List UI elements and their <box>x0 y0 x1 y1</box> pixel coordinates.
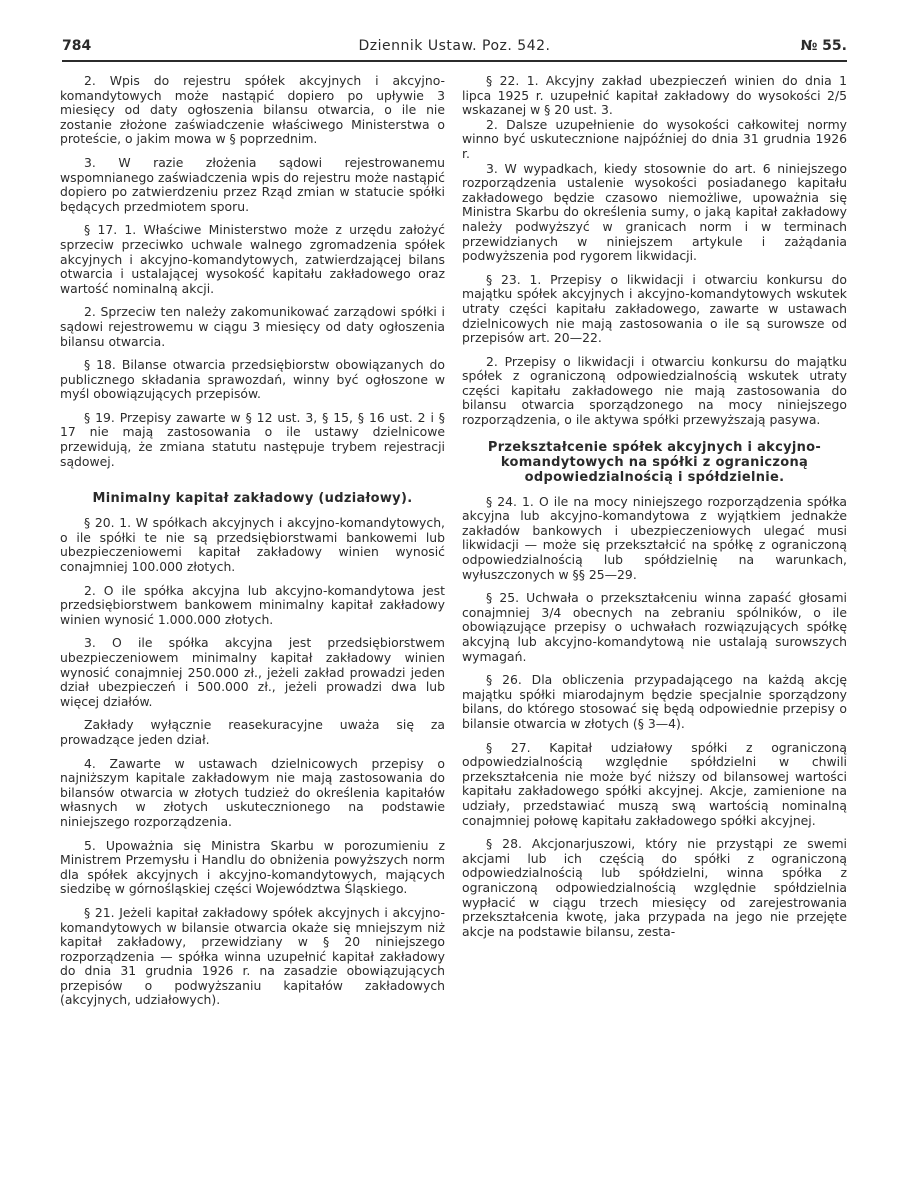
paragraph: § 26. Dla obliczenia przypadającego na każdą akcję majątku spółki miarodajnym będzie specjalnie sporządzony bilans, do którego stosować się będą odpowiednie przepisy o bilansie otwarcia w złotych (§ 3—4). <box>462 672 847 731</box>
paragraph: § 24. 1. O ile na mocy niniejszego rozporządzenia spółka akcyjna lub akcyjno-komandytowa z wyjątkiem jednakże zakładów bankowych i ubezpieczeniowych ulegać musi likwidacji — może się przekształcić na spółkę z ograniczoną odpowiedzialnością lub spółdzielnię na warunkach, wyłuszczonych w §§ 25—29. <box>462 493 847 582</box>
page-header <box>62 34 847 62</box>
paragraph: § 20. 1. W spółkach akcyjnych i akcyjno-komandytowych, o ile spółki te nie są przedsiębiorstwami bankowemi lub ubezpieczeniowemi kapitał zakładowy winien wynosić conajmniej 100.000 złotych. <box>60 515 445 575</box>
paragraph: § 27. Kapitał udziałowy spółki z ograniczoną odpowiedzialnością względnie spółdzielni w chwili przekształcenia nie może być niższy od bilansowej wartości kapitału zakładowego spółki akcyjnej. Akcje, zamienione na udziały, przedstawiać muszą swą wartością nominalną conajmniej połowę kapitału zakładowego spółki akcyjnej. <box>462 739 847 828</box>
paragraph: § 21. Jeżeli kapitał zakładowy spółek akcyjnych i akcyjno-komandytowych w bilansie otwarcia okaże się mniejszym niż kapitał zakładowy, przewidziany w § 20 niniejszego rozporządzenia — spółka winna uzupełnić kapitał zakładowy do dnia 31 grudnia 1926 r. na zasadzie obowiązujących przepisów o podwyższaniu kapitałów zakładowych (akcyjnych, udziałowych). <box>60 904 445 1008</box>
issue-number: № 55. <box>800 38 847 54</box>
paragraph: § 18. Bilanse otwarcia przedsiębiorstw obowiązanych do publicznego składania sprawozdań, winny być ogłoszone w myśl obowiązujących przepisów. <box>60 357 445 402</box>
paragraph: § 23. 1. Przepisy o likwidacji i otwarciu konkursu do majątku spółek akcyjnych i akcyjno-komandytowych wskutek utraty części kapitału zakładowego, zawarte w ustawach dzielnicowych nie mają zastosowania o ile są surowsze od przepisów art. 20—22. <box>462 271 847 346</box>
paragraph: § 17. 1. Właściwe Ministerstwo może z urzędu założyć sprzeciw przeciwko uchwale walnego zgromadzenia spółek akcyjnych i akcyjno-komandytowych, zatwierdzającej bilans otwarcia i ustalającej wysokość kapitału zakładowego oraz wartość nominalną akcji. <box>60 222 445 296</box>
paragraph: 2. O ile spółka akcyjna lub akcyjno-komandytowa jest przedsiębiorstwem bankowem minimalny kapitał zakładowy winien wynosić 1.000.000 złotych. <box>60 582 445 627</box>
left-column <box>60 74 445 1017</box>
right-column <box>462 74 847 948</box>
paragraph: 2. Dalsze uzupełnienie do wysokości całkowitej normy winno być uskutecznione najpóźniej do dnia 31 grudnia 1926 r. <box>462 116 847 161</box>
paragraph: 3. W razie złożenia sądowi rejestrowanemu wspomnianego zaświadczenia wpis do rejestru może nastąpić dopiero po zatwierdzeniu przez Rząd zmian w statucie spółki będących przedmiotem sporu. <box>60 154 445 214</box>
paragraph: 2. Przepisy o likwidacji i otwarciu konkursu do majątku spółek z ograniczoną odpowiedzialnością wskutek utraty części kapitału zakładowego nie mają zastosowania do bilansu otwarcia sporządzonego na mocy niniejszego rozporządzenia, o ile aktywa spółki przewyższają pasywa. <box>462 353 847 428</box>
paragraph: § 28. Akcjonarjuszowi, który nie przystąpi ze swemi akcjami lub ich częścią do spółki z ograniczoną odpowiedzialnością lub spółdzielni, winna spółka z ograniczoną odpowiedzialnością względnie spółdzielnia wypłacić w ciągu trzech miesięcy od zarejestrowania przekształcenia kwotę, jaka przypada na jego nie przejęte akcje na podstawie bilansu, zesta- <box>462 836 847 939</box>
paragraph: 2. Sprzeciw ten należy zakomunikować zarządowi spółki i sądowi rejestrowemu w ciągu 3 miesięcy od daty ogłoszenia bilansu otwarcia. <box>60 304 445 349</box>
paragraph: 3. O ile spółka akcyjna jest przedsiębiorstwem ubezpieczeniowem minimalny kapitał zakładowy winien wynosić conajmniej 250.000 zł., jeżeli zakład prowadzi jeden dział ubezpieczeń i 500.000 zł., jeżeli prowadzi dwa lub więcej działów. <box>60 635 445 709</box>
paragraph: § 22. 1. Akcyjny zakład ubezpieczeń winien do dnia 1 lipca 1925 r. uzupełnić kapitał zakładowy do wysokości 2/5 wskazanej w § 20 ust. 3. <box>462 73 847 118</box>
section-heading: Minimalny kapitał zakładowy (udziałowy). <box>92 491 413 507</box>
paragraph: 4. Zawarte w ustawach dzielnicowych przepisy o najniższym kapitale zakładowym nie mają zastosowania do bilansów otwarcia w złotych tudzież do określenia kapitałów własnych w złotych uskutecznionego na podstawie niniejszego rozporządzenia. <box>60 755 445 829</box>
paragraph: § 19. Przepisy zawarte w § 12 ust. 3, § 15, § 16 ust. 2 i § 17 nie mają zastosowania o ile ustawy dzielnicowe przewidują, że zmiana statutu następuje trybem rejestracji sądowej. <box>60 409 445 469</box>
paragraph: § 25. Uchwała o przekształceniu winna zapaść głosami conajmniej 3/4 obecnych na zebraniu spólników, o ile obowiązujące przepisy o uchwałach rozwiązujących spółkę akcyjną lub akcyjno-komandytową nie ustalają surowszych wymagań. <box>462 590 847 664</box>
section-heading: Przekształcenie spółek akcyjnych i akcyjno-komandytowych na spółki z ograniczoną odpowiedzialnością i spółdzielnie. <box>487 439 822 485</box>
paragraph: 5. Upoważnia się Ministra Skarbu w porozumieniu z Ministrem Przemysłu i Handlu do obniżenia powyższych norm dla spółek akcyjnych i akcyjno-komandytowych, mających siedzibę w górnośląskiej części Województwa Śląskiego. <box>60 837 445 897</box>
paragraph: Zakłady wyłącznie reasekuracyjne uważa się za prowadzące jeden dział. <box>60 717 445 747</box>
page-number: 784 <box>62 38 92 54</box>
paragraph: 2. Wpis do rejestru spółek akcyjnych i akcyjno-komandytowych może nastąpić dopiero po upływie 3 miesięcy od daty ogłoszenia bilansu otwarcia, o ile nie zostanie złożone zaświadczenie właściwego Ministerstwa o proteście, o jakim mowa w § poprzednim. <box>60 73 445 147</box>
journal-title: Dziennik Ustaw. Poz. 542. <box>358 38 551 54</box>
paragraph: 3. W wypadkach, kiedy stosownie do art. 6 niniejszego rozporządzenia ustalenie wysokości posiadanego kapitału zakładowego będzie czasowo niemożliwe, upoważnia się Ministra Skarbu do określenia sumy, o jaką kapitał zakładowy należy podwyższyć w granicach norm i w terminach przewidzianych w niniejszem artykule i zażądania podwyższenia pod rygorem likwidacji. <box>462 160 847 264</box>
